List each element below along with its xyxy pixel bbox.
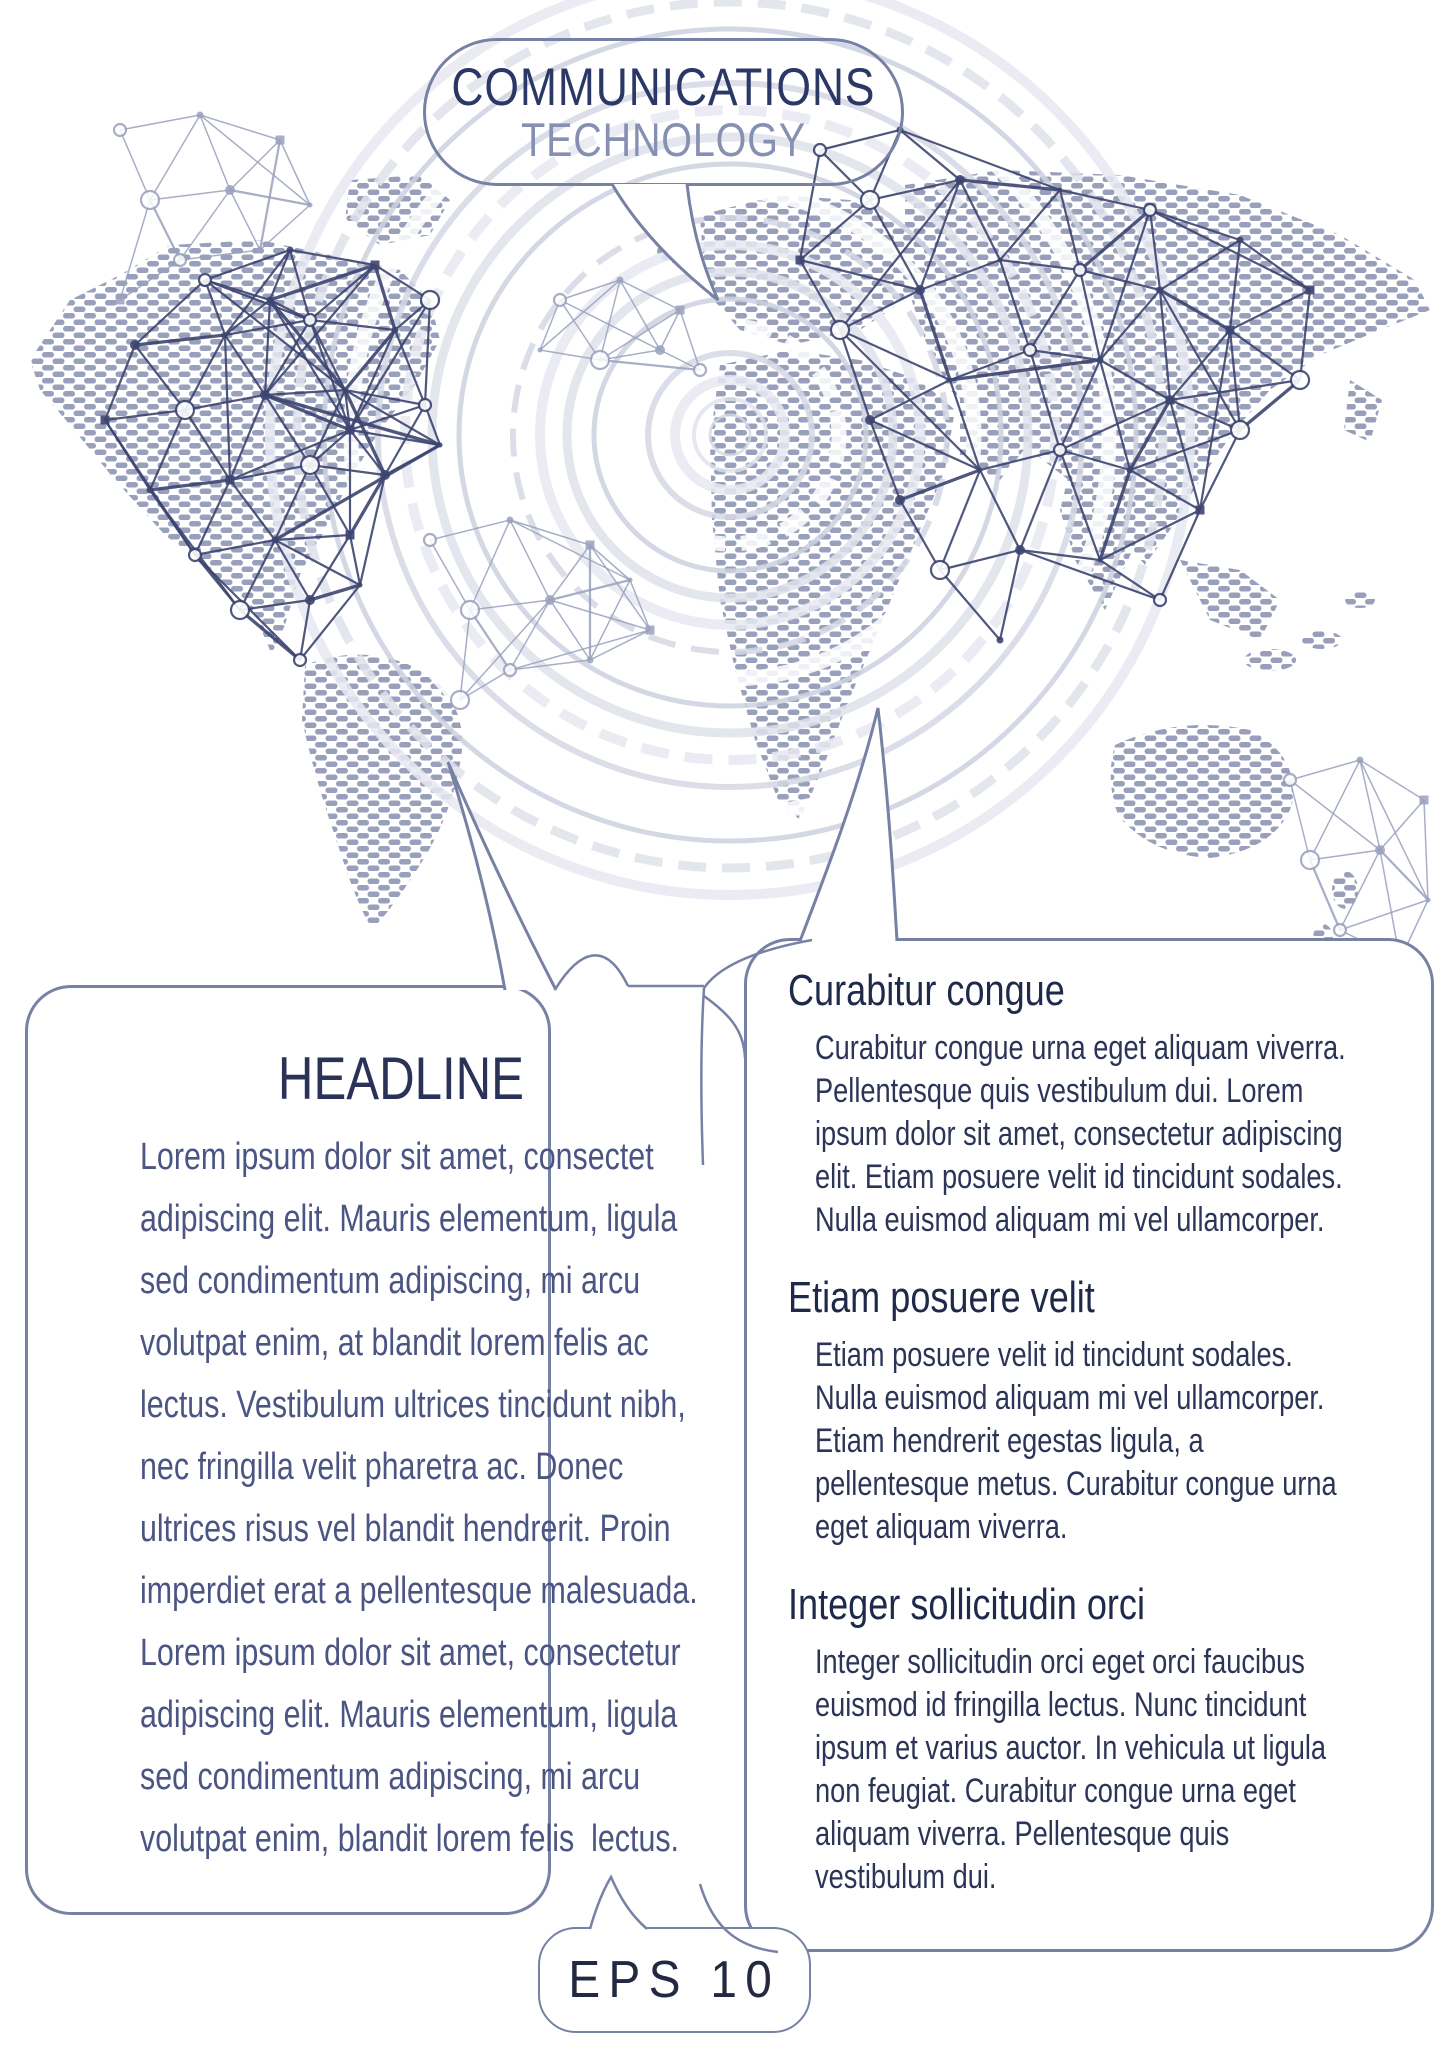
bubble-title-line1: COMMUNICATIONS xyxy=(451,57,876,117)
bubble-title-line2: TECHNOLOGY xyxy=(521,113,806,167)
paragraph-line: sed condimentum adipiscing, mi arcu xyxy=(140,1756,641,1798)
paragraph-line: adipiscing elit. Mauris elementum, ligula xyxy=(140,1694,678,1736)
body-line: Nulla euismod aliquam mi vel ullamcorper. xyxy=(815,1379,1325,1417)
info-section-3 xyxy=(788,1579,1401,1899)
body-line: vestibulum dui. xyxy=(815,1858,997,1896)
section-heading: Curabitur congue xyxy=(788,966,1065,1015)
headline-paragraph xyxy=(140,1126,698,1870)
info-box xyxy=(744,938,1434,1952)
info-section-1 xyxy=(788,965,1401,1242)
body-line: pellentesque metus. Curabitur congue urna xyxy=(815,1465,1337,1503)
body-line: Etiam hendrerit egestas ligula, a xyxy=(815,1422,1204,1460)
paragraph-line: Lorem ipsum dolor sit amet, consectetur xyxy=(140,1632,681,1674)
body-line: Integer sollicitudin orci eget orci faucibus xyxy=(815,1643,1305,1681)
eps-badge xyxy=(538,1927,811,2033)
section-body xyxy=(815,1641,1327,1899)
paragraph-line: adipiscing elit. Mauris elementum, ligula xyxy=(140,1198,678,1240)
body-line: elit. Etiam posuere velit id tincidunt sodales. xyxy=(815,1158,1343,1196)
section-heading: Etiam posuere velit xyxy=(788,1273,1095,1322)
paragraph-line: sed condimentum adipiscing, mi arcu xyxy=(140,1260,641,1302)
body-line: Etiam posuere velit id tincidunt sodales. xyxy=(815,1336,1293,1374)
dotted-continents xyxy=(30,170,1430,952)
paragraph-line: Lorem ipsum dolor sit amet, consectet xyxy=(140,1136,654,1178)
body-line: eget aliquam viverra. xyxy=(815,1508,1068,1546)
paragraph-line: ultrices risus vel blandit hendrerit. Proin xyxy=(140,1508,671,1550)
body-line: Curabitur congue urna eget aliquam viverra. xyxy=(815,1029,1346,1067)
body-line: Nulla euismod aliquam mi vel ullamcorper. xyxy=(815,1201,1325,1239)
paragraph-line: nec fringilla velit pharetra ac. Donec xyxy=(140,1446,624,1488)
info-section-2 xyxy=(788,1272,1401,1549)
section-body xyxy=(815,1334,1337,1549)
headline-title: HEADLINE xyxy=(277,1045,524,1112)
section-heading: Integer sollicitudin orci xyxy=(788,1580,1145,1629)
headline-box xyxy=(25,985,698,1915)
body-line: ipsum et varius auctor. In vehicula ut ligula xyxy=(815,1729,1327,1767)
paragraph-line: volutpat enim, blandit lorem felis lectus. xyxy=(140,1818,680,1860)
body-line: aliquam viverra. Pellentesque quis xyxy=(815,1815,1230,1853)
top-speech-bubble xyxy=(423,38,904,186)
paragraph-line: volutpat enim, at blandit lorem felis ac xyxy=(140,1322,649,1364)
body-line: Pellentesque quis vestibulum dui. Lorem xyxy=(815,1072,1304,1110)
body-line: non feugiat. Curabitur congue urna eget xyxy=(815,1772,1296,1810)
body-line: ipsum dolor sit amet, consectetur adipiscing xyxy=(815,1115,1343,1153)
body-line: euismod id fringilla lectus. Nunc tincidunt xyxy=(815,1686,1307,1724)
paragraph-line: imperdiet erat a pellentesque malesuada. xyxy=(140,1570,698,1612)
eps-label: EPS 10 xyxy=(568,1951,781,2009)
paragraph-line: lectus. Vestibulum ultrices tincidunt nibh, xyxy=(140,1384,686,1426)
section-body xyxy=(815,1027,1346,1242)
